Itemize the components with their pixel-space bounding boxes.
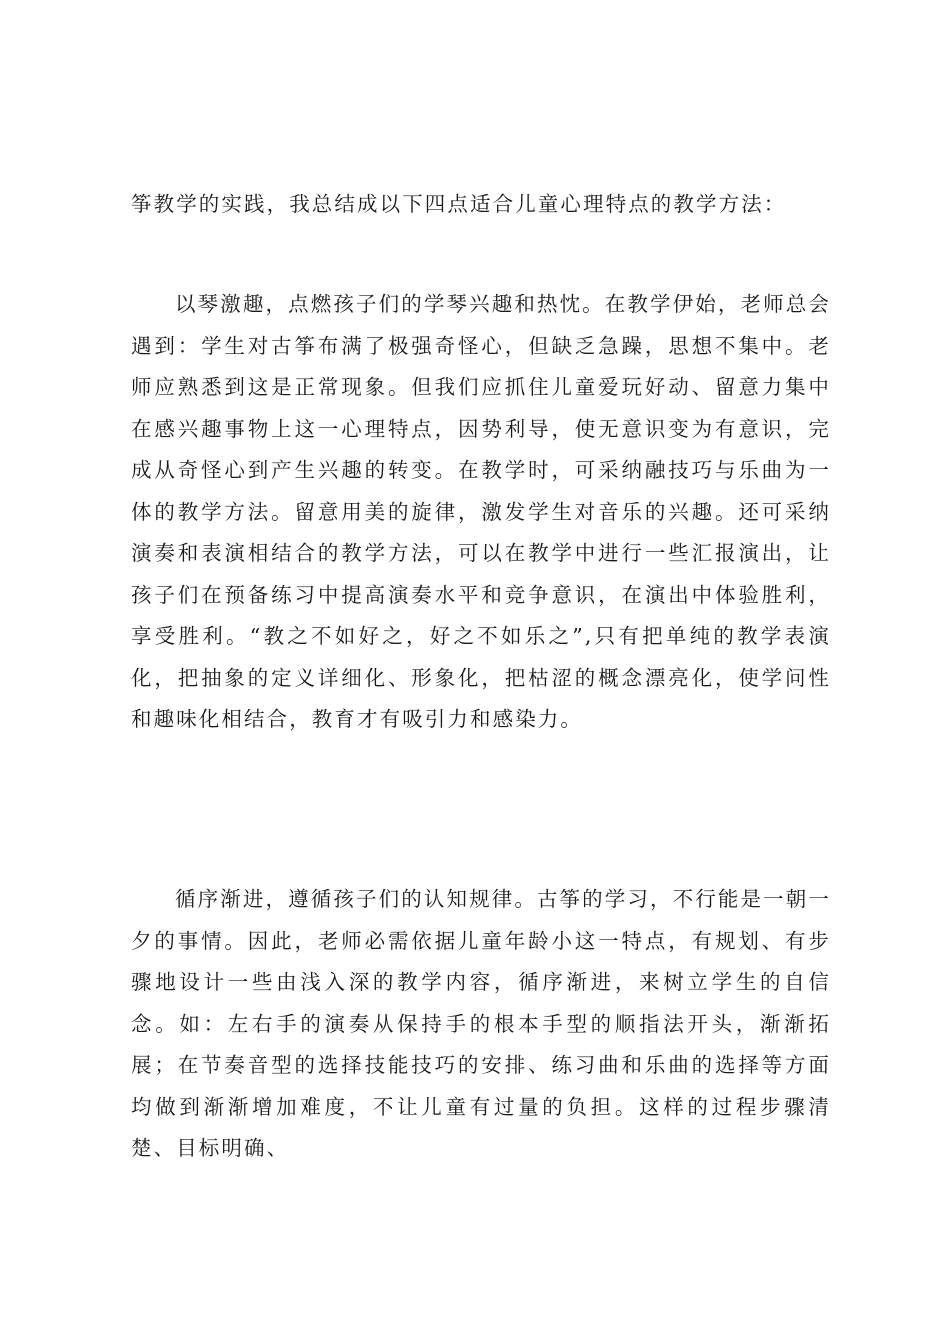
paragraph-text: 以琴激趣，点燃孩子们的学琴兴趣和热忱。在教学伊始，老师总会遇到：学生对古筝布满了极强奇怪心，但缺乏急躁，思想不集中。老师应熟悉到这是正常现象。但我们应抓住儿童爱玩好动、留意力集中在感兴趣事物上这一心理特点，因势利导，使无意识变为有意识，完成从奇怪心到产生兴趣的转变。在教学时，可采纳融技巧与乐曲为一体的教学方法。留意用美的旋律，激发学生对音乐的兴趣。还可采纳演奏和表演相结合的教学方法，可以在教学中进行一些汇报演出，让孩子们在预备练习中提高演奏水平和竞争意识，在演出中体验胜利，享受胜利。“教之不如好之，好之不如乐之”,只有把单纯的教学表演化，把抽象的定义详细化、形象化，把枯涩的概念漂亮化，使学问性和趣味化相结合，教育才有吸引力和感染力。 bbox=[131, 292, 831, 731]
paragraph-intro-continuation bbox=[131, 184, 831, 226]
paragraph-interest bbox=[131, 284, 831, 741]
paragraph-text: 循序渐进，遵循孩子们的认知规律。古筝的学习，不行能是一朝一夕的事情。因此，老师必需依据儿童年龄小这一特点，有规划、有步骤地设计一些由浅入深的教学内容，循序渐进，来树立学生的自信念。如：左右手的演奏从保持手的根本手型的顺指法开头，渐渐拓展；在节奏音型的选择技能技巧的安排、练习曲和乐曲的选择等方面均做到渐渐增加难度，不让儿童有过量的负担。这样的过程步骤清楚、目标明确、 bbox=[131, 887, 831, 1160]
paragraph-gradual bbox=[131, 879, 831, 1170]
paragraph-text: 筝教学的实践，我总结成以下四点适合儿童心理特点的教学方法： bbox=[131, 192, 787, 216]
